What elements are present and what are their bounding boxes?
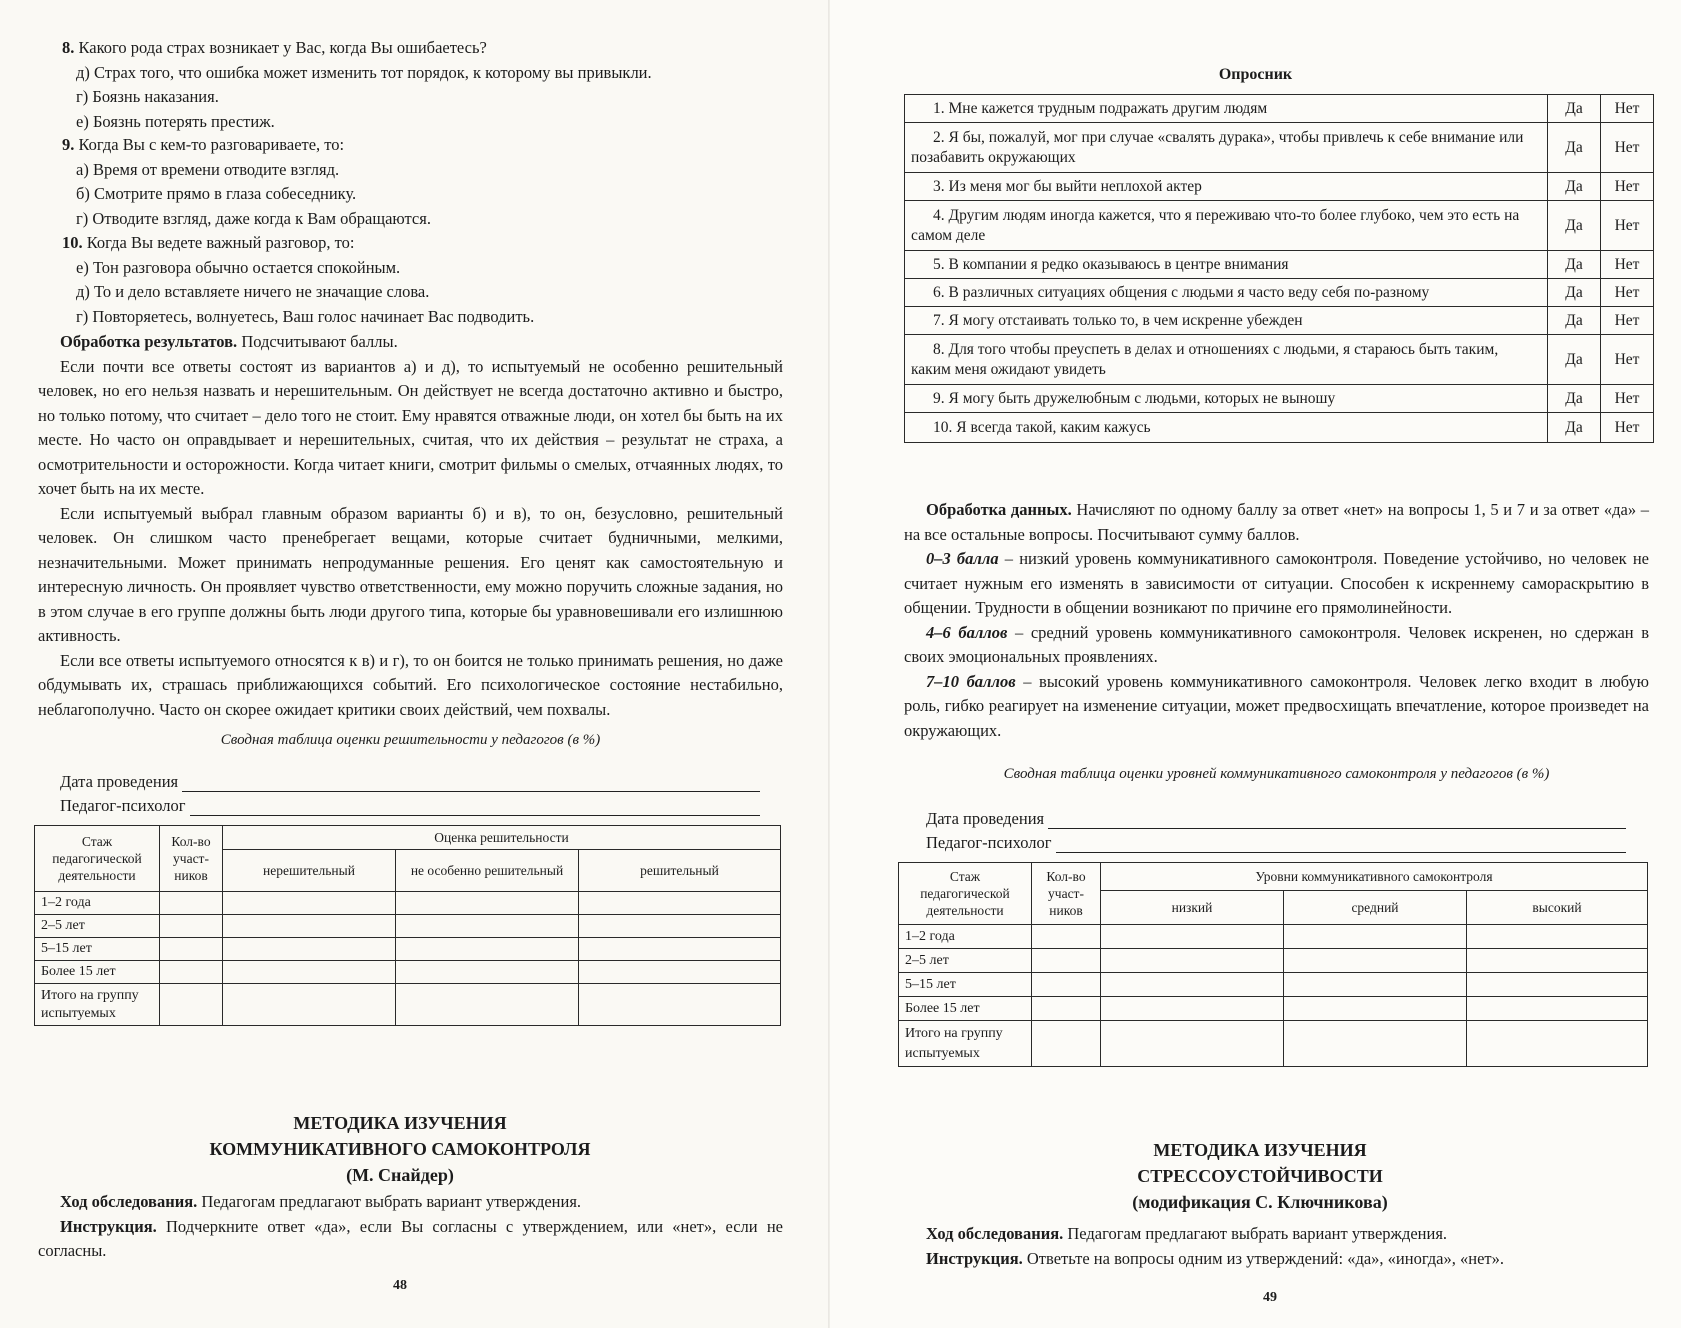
question-text: 5. В компании я редко оказываюсь в центре внимания [905,251,1548,279]
option: г) Повторяетесь, волнуетесь, Ваш голос начинает Вас подводить. [76,306,535,326]
table-row [899,973,1648,997]
method-instructions [38,1190,783,1264]
no-option: Нет [1601,251,1654,279]
yes-option: Да [1548,95,1601,123]
question-number: 8. [62,38,75,57]
psychologist-label: Педагог-психолог [60,796,186,815]
paragraph-3: Если все ответы испытуемого относятся к в) и г), то он боится не только принимать решения, но даже обдумывать их, страшась приближающихся событий. Его психологическое состояние нестабильно, неблагополучно. Часто он скорее ожидает критики своих действий, чем похвалы. [38,650,783,719]
method-title-line-2: СТРЕССОУСТОЙЧИВОСТИ [1137,1166,1383,1186]
date-field [926,804,1626,829]
method-title [100,1110,700,1188]
level-2-text: – средний уровень коммуникативного самоконтроля. Человек искренен, но сдержан в своих эмоциональных проявлениях. [904,622,1649,666]
question-row [905,251,1654,279]
row-label: Итого на группу испытуемых [899,1021,1032,1067]
option: г) Боязнь наказания. [76,87,219,106]
question-text: 8. Для того чтобы преуспеть в делах и отношениях с людьми, я стараюсь быть таким, каким меня ожидают увидеть [905,335,1548,385]
method-instructions [904,1222,1649,1271]
instruction-heading: Инструкция. [60,1216,157,1236]
psychologist-label: Педагог-психолог [926,833,1052,852]
page-number: 48 [393,1278,407,1293]
table-caption: Сводная таблица оценки решительности у педагогов (в %) [220,732,601,748]
row-label: Более 15 лет [35,961,160,984]
no-option: Нет [1601,307,1654,335]
question-row [905,413,1654,443]
option: г) Отводите взгляд, даже когда к Вам обращаются. [76,208,431,228]
col-stazh: Стаж педагогической деятельности [899,863,1032,925]
question-text: Когда Вы с кем-то разговариваете, то: [78,135,345,154]
right-page [830,0,1681,1328]
question-text: 1. Мне кажется трудным подражать другим людям [905,95,1548,123]
group-header: Уровни коммуникативного самоконтроля [1101,863,1648,891]
no-option: Нет [1601,201,1654,251]
yes-option: Да [1548,173,1601,201]
table-row [35,961,781,984]
data-heading: Обработка данных. [926,500,1072,519]
level-3-text: – высокий уровень коммуникативного самоконтроля. Человек легко входит в любую роль, гибко реагирует на изменение ситуации, может предвосхищать впечатление, которое произведет на окружающих. [904,671,1650,740]
date-line [182,773,760,792]
yes-option: Да [1548,251,1601,279]
paragraph-1: Если почти все ответы состоят из вариантов а) и д), то испытуемый не особенно решительный человек, но его нельзя назвать и нерешительным. Он действует не всегда достаточно активно и быстро, но только потому, что считает – дело того не стоит. Ему нравятся отважные люди, он хотел бы быть на их месте. Но часто он оправдывает и нерешительных, считая, что их действия – результат не страха, а осмотрительности и осторожности. Когда читает книги, смотрит фильмы о смелых, отчаянных людях, то хочет быть на их месте. [38,356,783,498]
question-row [905,307,1654,335]
yes-option: Да [1548,385,1601,413]
group-header: Оценка решительности [223,826,781,850]
method-title [960,1137,1560,1215]
question-text: 7. Я могу отстаивать только то, в чем искренне убежден [905,307,1548,335]
question-8 [62,36,752,134]
row-label: 5–15 лет [899,973,1032,997]
question-row [905,335,1654,385]
method-author: (модификация С. Ключникова) [1132,1192,1388,1212]
question-text: 4. Другим людям иногда кажется, что я переживаю что-то более глубоко, чем это есть на самом деле [905,201,1548,251]
question-row [905,95,1654,123]
table-row [899,949,1648,973]
psychologist-line [1056,834,1627,853]
no-option: Нет [1601,335,1654,385]
question-number: 10. [62,233,83,252]
sub-col: низкий [1101,891,1284,925]
question-number: 9. [62,135,75,154]
sub-col: средний [1284,891,1467,925]
method-title-line-2: КОММУНИКАТИВНОГО САМОКОНТРОЛЯ [209,1139,591,1159]
level-3-heading: 7–10 баллов [926,671,1016,691]
yes-option: Да [1548,307,1601,335]
yes-option: Да [1548,335,1601,385]
question-row [905,123,1654,173]
question-text: 2. Я бы, пожалуй, мог при случае «свалять дурака», чтобы привлечь к себе внимание или позабавить окружающих [905,123,1548,173]
option: е) Боязнь потерять престиж. [76,111,275,131]
option: д) Страх того, что ошибка может изменить тот порядок, к которому вы привыкли. [76,62,652,82]
processing-text: Подсчитывают баллы. [241,332,398,351]
decisiveness-table [34,825,781,1026]
question-text: 10. Я всегда такой, каким кажусь [905,413,1548,443]
row-label: 1–2 года [899,925,1032,949]
psychologist-field [60,791,760,816]
question-row [905,201,1654,251]
no-option: Нет [1601,385,1654,413]
table-row [899,997,1648,1021]
table-row [899,925,1648,949]
course-heading: Ход обследования. [926,1224,1064,1243]
date-label: Дата проведения [60,772,179,791]
instruction-text: Ответьте на вопросы одним из утверждений: «да», «иногда», «нет». [1026,1248,1504,1268]
data-processing [904,498,1649,743]
method-title-line-1: МЕТОДИКА ИЗУЧЕНИЯ [1153,1140,1367,1160]
row-label: 2–5 лет [899,949,1032,973]
option: д) То и дело вставляете ничего не значащие слова. [76,282,430,301]
questionnaire-table [904,94,1654,443]
results-section [38,330,783,722]
data-text: Начисляют по одному баллу за ответ «нет» на вопросы 1, 5 и 7 и за ответ «да» – на все остальные вопросы. Посчитывают сумму баллов. [904,500,1650,544]
instruction-heading: Инструкция. [926,1248,1023,1268]
sub-col: нерешительный [223,850,396,892]
sub-col: решительный [579,850,781,892]
question-row [905,385,1654,413]
course-heading: Ход обследования. [60,1192,198,1211]
yes-option: Да [1548,279,1601,307]
level-1-text: – низкий уровень коммуникативного самоконтроля. Поведение устойчиво, но человек не считает нужным его изменять в зависимости от ситуации. Способен к искреннему самораскрытию в общении. Трудности в общении возникают по причине его прямолинейности. [904,549,1650,617]
yes-option: Да [1548,201,1601,251]
instruction-text: Подчеркните ответ «да», если Вы согласны с утверждением, или «нет», если не согласны. [38,1216,783,1260]
row-label: 2–5 лет [35,915,160,938]
option: е) Тон разговора обычно остается спокойным. [76,257,401,277]
table-row [899,1021,1648,1067]
col-count: Кол-во участ-ников [1032,863,1101,925]
question-text: Когда Вы ведете важный разговор, то: [86,233,355,252]
no-option: Нет [1601,279,1654,307]
col-stazh: Стаж педагогической деятельности [35,826,160,892]
col-count: Кол-во участ-ников [160,826,223,892]
self-control-table [898,862,1648,1067]
date-line [1048,810,1626,829]
question-10 [62,231,752,329]
level-1-heading: 0–3 балла [926,549,999,568]
question-text: 9. Я могу быть дружелюбным с людьми, которых не выношу [905,385,1548,413]
psychologist-field [926,828,1626,853]
no-option: Нет [1601,173,1654,201]
table-row [35,984,781,1026]
date-field [60,767,760,792]
table-row [35,938,781,961]
row-label: 1–2 года [35,892,160,915]
question-row [905,279,1654,307]
question-text: 6. В различных ситуациях общения с людьми я часто веду себя по-разному [905,279,1548,307]
option: а) Время от времени отводите взгляд. [76,159,340,179]
paragraph-2: Если испытуемый выбрал главным образом варианты б) и в), то он, безусловно, решительный человек. Он слишком часто пренебрегает вещами, которые считает будничными, мелкими, незначительными. Может принимать непродуманные решения. Его ценят как самостоятельную и интересную личность. Он проявляет чувство ответственности, ему можно поручить сложные задания, но в этом случае в его группе должны быть люди другого типа, которые бы уравновешивали его излишнюю активность. [38,503,783,645]
no-option: Нет [1601,123,1654,173]
course-text: Педагогам предлагают выбрать вариант утверждения. [201,1192,582,1211]
questionnaire-title: Опросник [1218,66,1293,83]
row-label: Более 15 лет [899,997,1032,1021]
sub-col: высокий [1467,891,1648,925]
question-text: Какого рода страх возникает у Вас, когда Вы ошибаетесь? [78,38,487,57]
level-2-heading: 4–6 баллов [926,622,1008,642]
page-number: 49 [1263,1290,1277,1305]
no-option: Нет [1601,95,1654,123]
question-row [905,173,1654,201]
yes-option: Да [1548,413,1601,443]
psychologist-line [190,797,761,816]
no-option: Нет [1601,413,1654,443]
yes-option: Да [1548,123,1601,173]
table-caption: Сводная таблица оценки уровней коммуникативного самоконтроля у педагогов (в %) [1003,766,1550,782]
table-row [35,915,781,938]
left-page [0,0,830,1328]
row-label: Итого на группу испытуемых [35,984,160,1026]
row-label: 5–15 лет [35,938,160,961]
question-9 [62,133,752,231]
method-author: (М. Снайдер) [346,1165,454,1185]
method-title-line-1: МЕТОДИКА ИЗУЧЕНИЯ [293,1113,507,1133]
table-row [35,892,781,915]
date-label: Дата проведения [926,809,1045,828]
sub-col: не особенно решительный [396,850,579,892]
course-text: Педагогам предлагают выбрать вариант утверждения. [1067,1224,1448,1243]
question-text: 3. Из меня мог бы выйти неплохой актер [905,173,1548,201]
processing-heading: Обработка результатов. [60,332,238,351]
option: б) Смотрите прямо в глаза собеседнику. [76,184,357,203]
